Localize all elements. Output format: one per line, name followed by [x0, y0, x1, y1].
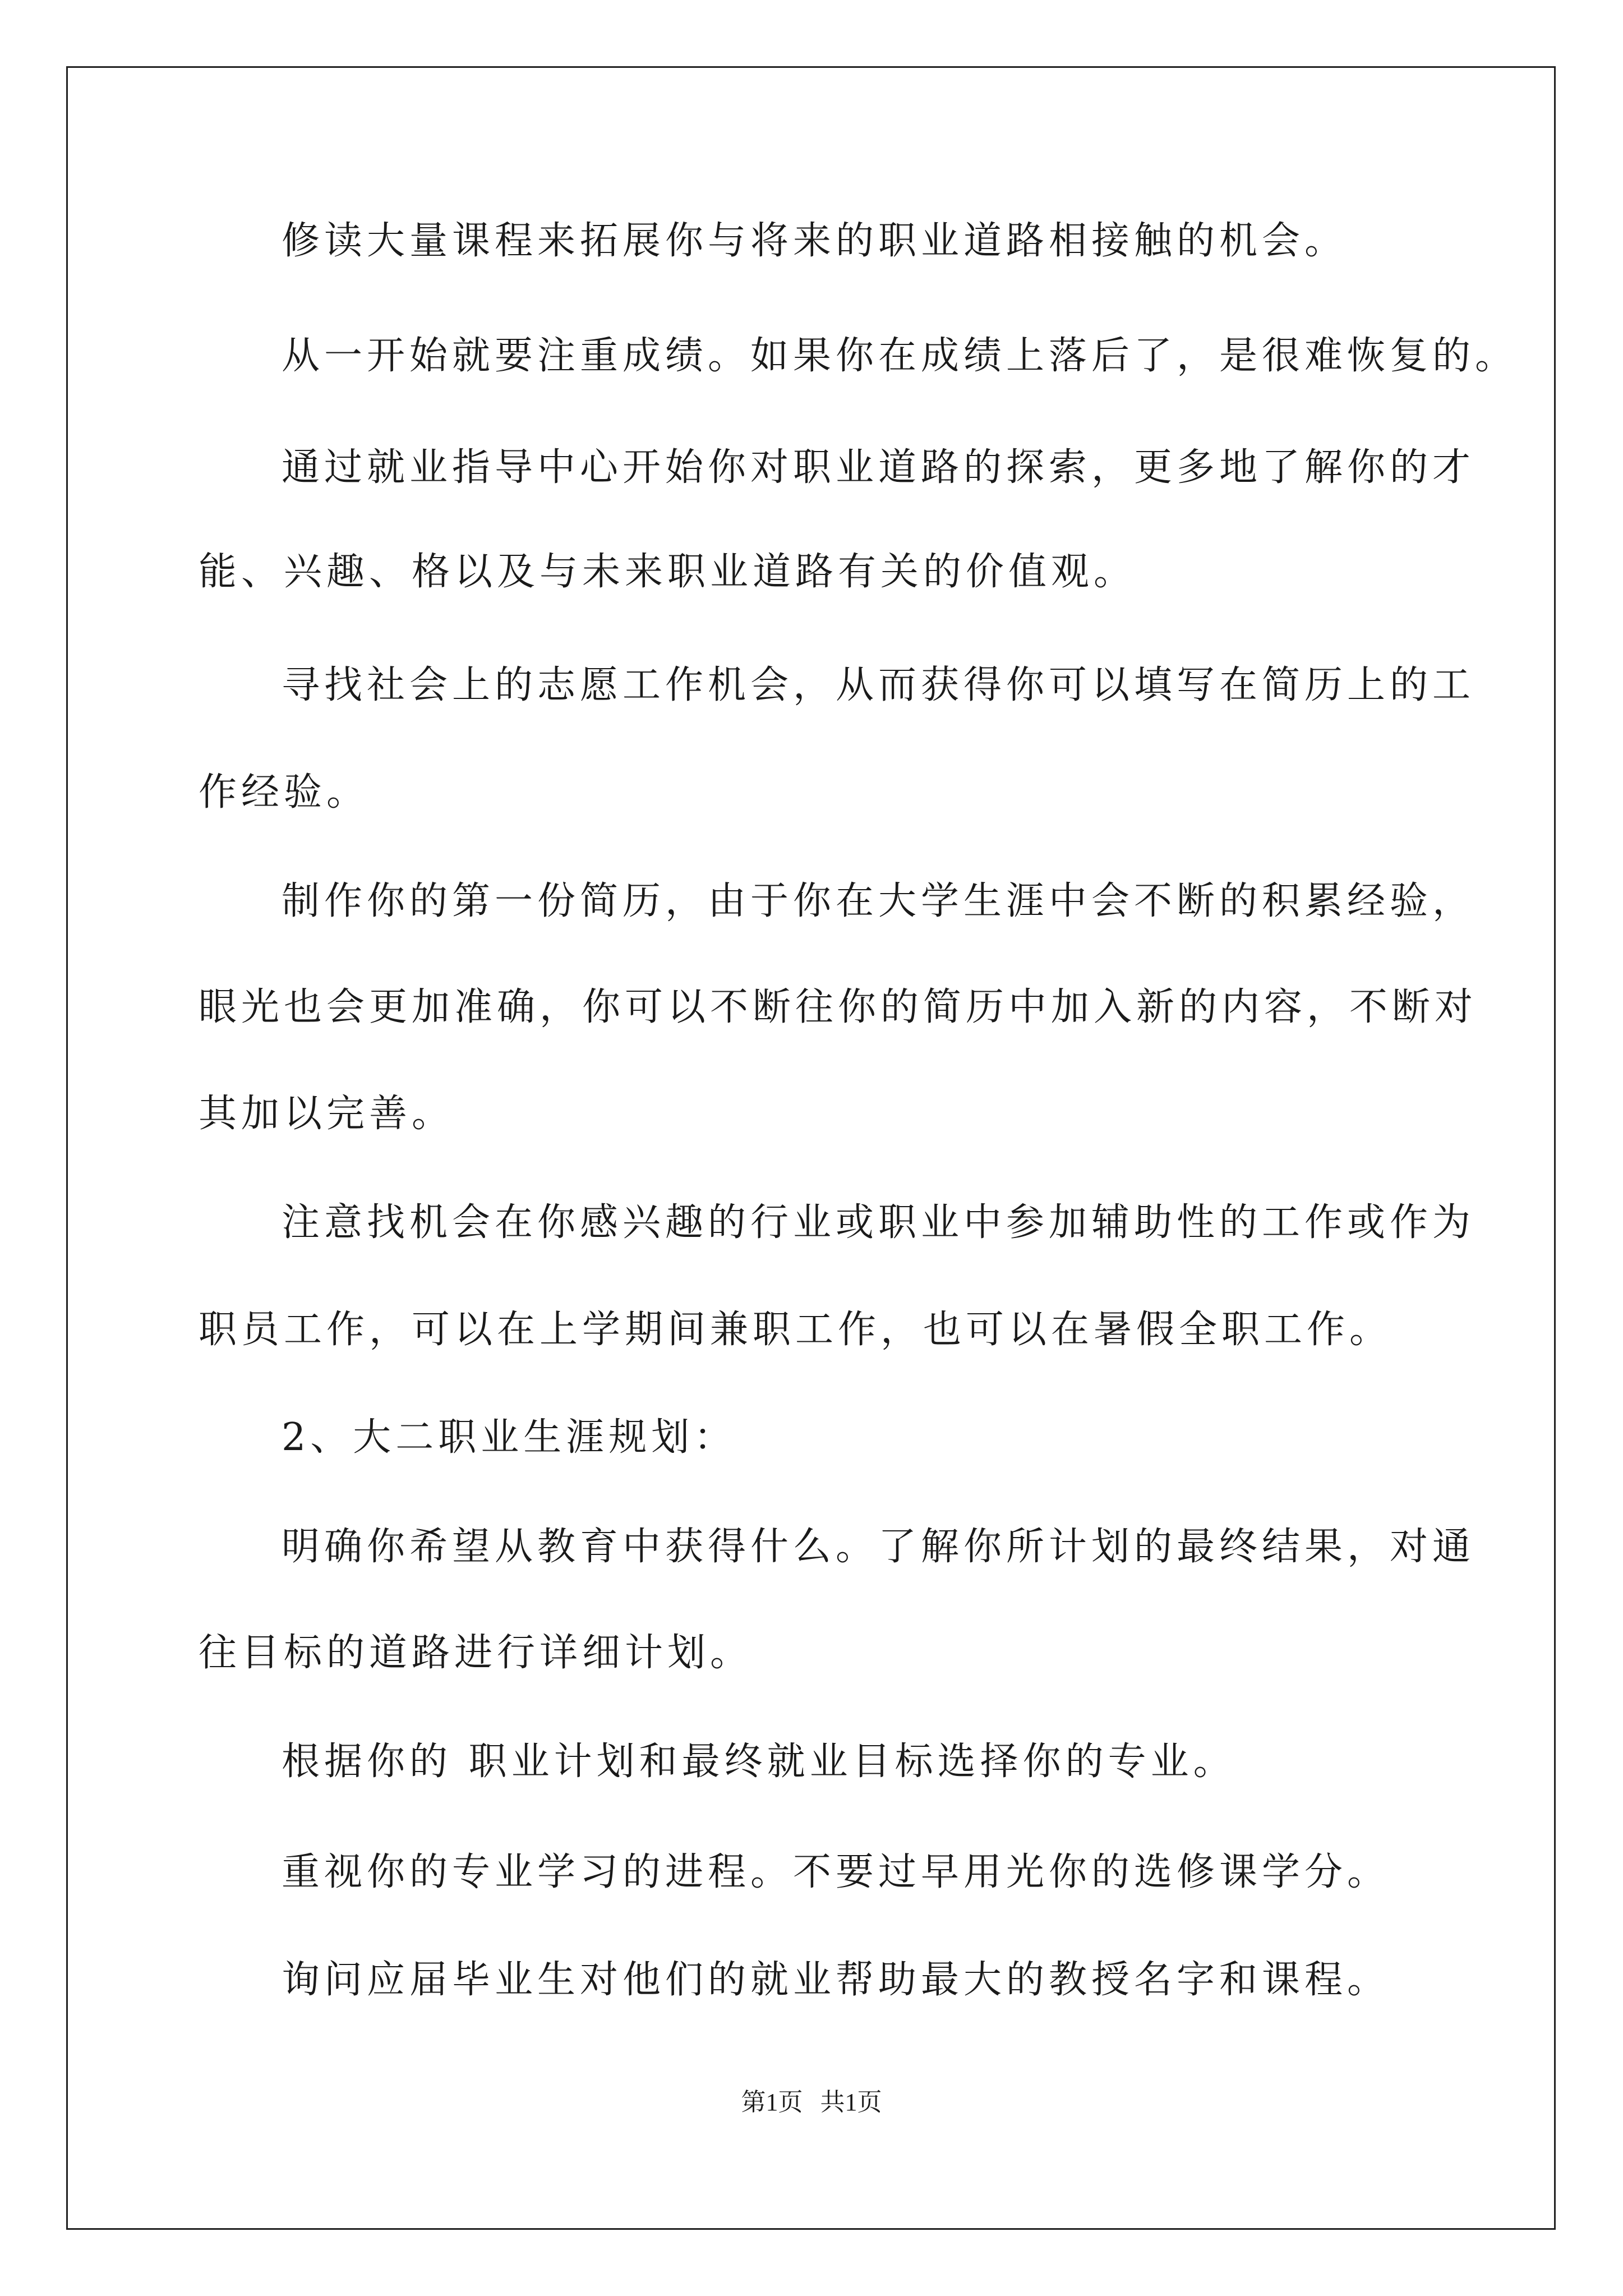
- paragraph-line: 眼光也会更加准确，你可以不断往你的简历中加入新的内容，不断对: [199, 985, 1478, 1029]
- paragraph-line: 根据你的 职业计划和最终就业目标选择你的专业。: [282, 1740, 1236, 1784]
- paragraph-line: 注意找机会在你感兴趣的行业或职业中参加辅助性的工作或作为: [282, 1200, 1476, 1245]
- paragraph-line: 职员工作，可以在上学期间兼职工作，也可以在暑假全职工作。: [199, 1308, 1393, 1352]
- paragraph-line: 询问应届毕业生对他们的就业帮助最大的教授名字和课程。: [282, 1958, 1390, 2002]
- page-total: 共1页: [820, 2088, 882, 2116]
- paragraph-line: 制作你的第一份简历，由于你在大学生涯中会不断的积累经验，: [282, 879, 1476, 923]
- paragraph-line: 能、兴趣、格以及与未来职业道路有关的价值观。: [199, 550, 1137, 594]
- paragraph-line: 从一开始就要注重成绩。如果你在成绩上落后了，是很难恢复的。: [282, 334, 1518, 378]
- paragraph-line: 作经验。: [199, 770, 370, 815]
- paragraph-line: 修读大量课程来拓展你与将来的职业道路相接触的机会。: [282, 219, 1348, 263]
- page-number: 第1页: [741, 2088, 803, 2116]
- paragraph-line: 其加以完善。: [199, 1092, 455, 1136]
- page-footer: [0, 2088, 1623, 2117]
- paragraph-line: 往目标的道路进行详细计划。: [199, 1631, 753, 1675]
- paragraph-line: 通过就业指导中心开始你对职业道路的探索，更多地了解你的才: [282, 445, 1476, 490]
- paragraph-line: 明确你希望从教育中获得什么。了解你所计划的最终结果，对通: [282, 1525, 1476, 1569]
- paragraph-line: 寻找社会上的志愿工作机会，从而获得你可以填写在简历上的工: [282, 663, 1476, 707]
- paragraph-line: 重视你的专业学习的进程。不要过早用光你的选修课学分。: [282, 1850, 1390, 1894]
- section-heading: 2、大二职业生涯规划：: [282, 1415, 737, 1460]
